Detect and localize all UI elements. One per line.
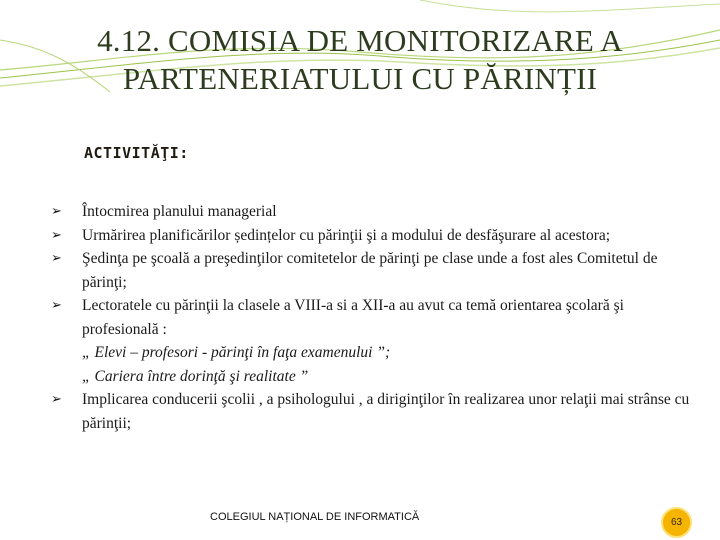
quote-text: „ Elevi – profesori - părinţi în faţa examenului ”;	[82, 344, 391, 361]
list-item-text: Întocmirea planului managerial	[82, 203, 277, 220]
arrowhead-bullet-icon: ➢	[51, 227, 62, 243]
quote-line	[51, 365, 691, 389]
list-item-text: Şedinţa pe şcoală a preşedinţilor comitetelor de părinţi pe clase unde a fost ales Comitetul de părinţi;	[82, 250, 658, 291]
list-item	[51, 224, 691, 248]
title-line-2: PARTENERIATULUI CU PĂRINȚII	[122, 61, 598, 96]
activities-list	[51, 200, 691, 435]
list-item	[51, 294, 691, 341]
arrowhead-bullet-icon: ➢	[51, 251, 62, 266]
list-item-text: Urmărirea planificărilor ședințelor cu părinţii şi a modului de desfăşurare al acestora;	[82, 226, 611, 244]
quote-text: „ Cariera între dorinţă şi realitate ”	[82, 367, 309, 385]
list-item-text: Implicarea conducerii şcolii , a psihologului , a diriginţilor în realizarea unor relaţii mai strânse cu părinţii;	[82, 391, 690, 432]
list-item	[51, 388, 691, 435]
footer-institution: COLEGIUL NAȚIONAL DE INFORMATICĂ	[210, 511, 420, 523]
arrowhead-bullet-icon: ➢	[51, 392, 62, 407]
arrowhead-bullet-icon: ➢	[51, 204, 62, 219]
list-item	[51, 247, 691, 294]
arrowhead-bullet-icon: ➢	[51, 298, 62, 313]
quote-line	[51, 341, 691, 365]
section-heading: ACTIVITĂŢI:	[84, 144, 189, 162]
title-line-1: 4.12. COMISIA DE MONITORIZARE A	[97, 23, 623, 58]
list-item	[51, 200, 691, 224]
page-number-badge: 63	[661, 507, 692, 538]
list-item-text: Lectoratele cu părinţii la clasele a VIII-a si a XII-a au avut ca temă orientarea şcolară şi profesională :	[82, 297, 624, 338]
slide-title	[0, 22, 720, 98]
